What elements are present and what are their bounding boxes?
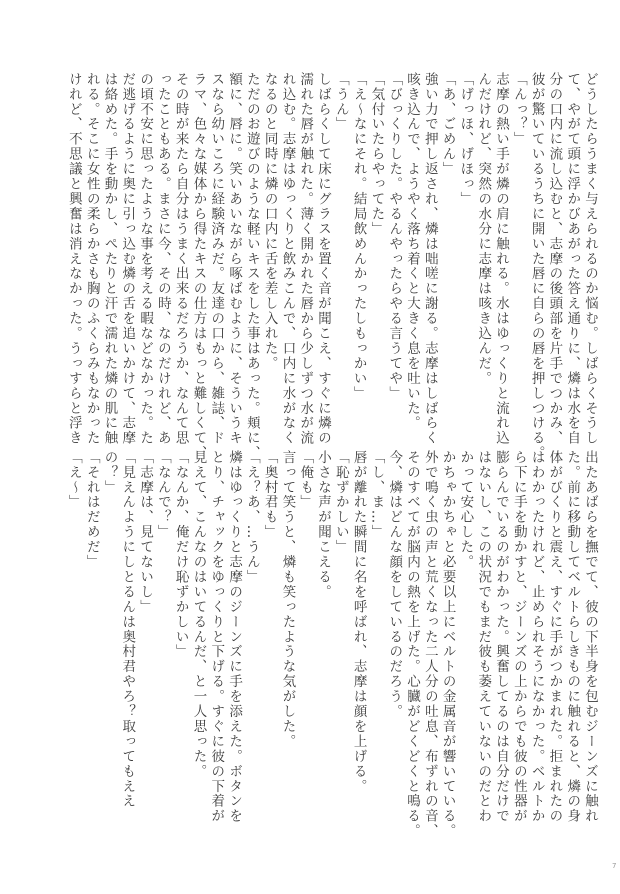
text-column: とり、チャックをゆっくりと下げる。すぐに彼の下着が	[208, 450, 225, 824]
text-column: かちゃかちゃと必要以上にベルトの金属音が響いている。	[439, 450, 456, 839]
text-column: 「気付いたらやってた」	[368, 72, 385, 237]
text-column: は絡めた。手を動かし、ぺたりと汗で濡れた燐の肌に触	[101, 72, 118, 446]
text-column: 燐はゆっくりと志摩のジーンズに手を添えた。ボタンを	[226, 450, 243, 824]
text-column: 「え～なにそれ。結局飲めんかったしもっかい」	[350, 72, 367, 401]
text-column: れ込む。志摩はゆっくりと飲みこんで、口内に水がなく	[279, 72, 296, 446]
text-column: なるのと同時に燐の口内に舌を差し入れた。	[261, 72, 278, 371]
text-column: 見えて、こんなのはいてるんだ、と一人思った。	[190, 450, 207, 779]
text-column: 「恥ずかしい」	[332, 450, 349, 555]
text-column: 「びっくりした。やるんやったらやる言うてや」	[386, 72, 403, 401]
text-column: 「げっほ、げほっ」	[457, 72, 474, 207]
text-column: 「それはだめだ」	[83, 450, 100, 570]
text-column: 膨らんでいるのがわかった。興奮してるのは自分だけで	[493, 450, 510, 824]
text-column: どうしたらうまく与えられるのか悩む。しばらくそうし	[582, 72, 598, 446]
text-column: 濡れた唇が触れた。薄く開かれた唇から少しずつ水が流	[297, 72, 314, 446]
text-column: 「なんか、俺だけ恥ずかしい」	[172, 450, 189, 660]
text-column: その時が来たら自分はうまく出来るだろうか、なんて思	[172, 72, 189, 446]
text-column: れる。そこに女性の柔らかさも胸のふくらみもなかった	[83, 72, 100, 446]
page-number: 7	[612, 862, 617, 870]
text-column: 「え～」	[65, 450, 82, 510]
upper-text-block	[64, 72, 598, 461]
text-column: しばらくして床にグラスを置く音が聞こえ、すぐに燐の	[315, 72, 332, 446]
text-column: 小さな声が聞こえる。	[315, 450, 332, 600]
text-column: 分の口内に流し込むと、志摩の後頭部を片手でつかみ、	[546, 72, 563, 446]
text-column: ったこともある。まさに今、その時、なのだけれど、あ	[154, 72, 171, 446]
text-column: 「見えんようにしとるんは奥村君やろ？取ってもええ	[119, 450, 136, 809]
text-column: 咳き込んで、ようやく落ち着くと大きく息を吐いた。	[404, 72, 421, 431]
text-column: 今、燐はどんな顔をしているのだろう。	[386, 450, 403, 720]
text-column: 「うん」	[332, 72, 349, 132]
text-column: 「志摩は、見てないし」	[137, 450, 154, 615]
text-column: 「あ、ごめん」	[439, 72, 456, 177]
text-column: かって安心した。	[457, 450, 474, 570]
text-column: 言って笑うと、燐も笑ったような気がした。	[279, 450, 296, 749]
text-column: 強い力で押し返され、燐は咄嗟に謝る。志摩はしばらく	[421, 72, 438, 446]
text-column: の？」	[101, 450, 118, 495]
text-column: 「んっ？」	[510, 72, 527, 147]
text-column: んだけれど、突然の水分に志摩は咳き込んだ。	[475, 72, 492, 386]
text-column: 体がびくりと震え、すぐに手がつかまれた。拒まれたの	[546, 450, 563, 824]
text-column: 唇が離れた瞬間に名を呼ばれ、志摩は顔を上げる。	[350, 450, 367, 794]
text-column: 「え？あ、…うん」	[243, 450, 260, 585]
lower-text-block	[64, 450, 598, 839]
text-column: そのすべてが脳内の熱を上げた。心臓がどくどくと鳴る。	[404, 450, 421, 839]
text-column: 額に、唇に。笑いあいながら啄ばむように、そういうキ	[226, 72, 243, 446]
text-column: はわかったけれど、止められそうになかった。ベルトか	[528, 450, 545, 824]
text-column: はないし、この状況でもまだ彼も萎えていないのだとわ	[475, 450, 492, 824]
text-column: スなら幼いころに経験済みだ。友達の口から、雑誌、ド	[208, 72, 225, 446]
text-column: 彼が驚いているうちに開いた唇に自らの唇を押しつける。	[528, 72, 545, 461]
text-column: ただのお遊びのような軽いキスをした事はあった。頬に、	[243, 72, 260, 461]
text-column: ら下に手を動かすと、ジーンズの上からでも彼の性器が	[510, 450, 527, 824]
text-column: 出たあばらを撫でて、彼の下半身を包むジーンズに触れ	[582, 450, 598, 824]
text-column: けれど、不思議と興奮は消えなかった。うっすらと浮き	[65, 72, 82, 446]
text-column: の頃不安に思ったような事を考える暇などなかった。た	[137, 72, 154, 446]
text-column: 「俺も」	[297, 450, 314, 510]
text-column: 「なんで？」	[154, 450, 171, 540]
text-column: て、やがて頭に浮かびあがった答え通りに、燐は水を自	[564, 72, 581, 446]
text-column: だ逃げるように奥に引っ込む燐の舌を追いかけて、志摩	[119, 72, 136, 446]
text-column: 「奥村君も」	[261, 450, 278, 540]
text-column: 「し、ま…」	[368, 450, 385, 540]
text-column: 外で鳴く虫の声と荒くなった二人分の吐息、布ずれの音、	[421, 450, 438, 839]
text-column: 志摩の熱い手が燐の肩に触れる。水はゆっくりと流れ込	[493, 72, 510, 446]
text-column: た。前に移動してベルトらしきものに触れると、燐の身	[564, 450, 581, 824]
text-column: ラマ、色々な媒体から得たキスの仕方はもっと難しくて、	[190, 72, 207, 461]
